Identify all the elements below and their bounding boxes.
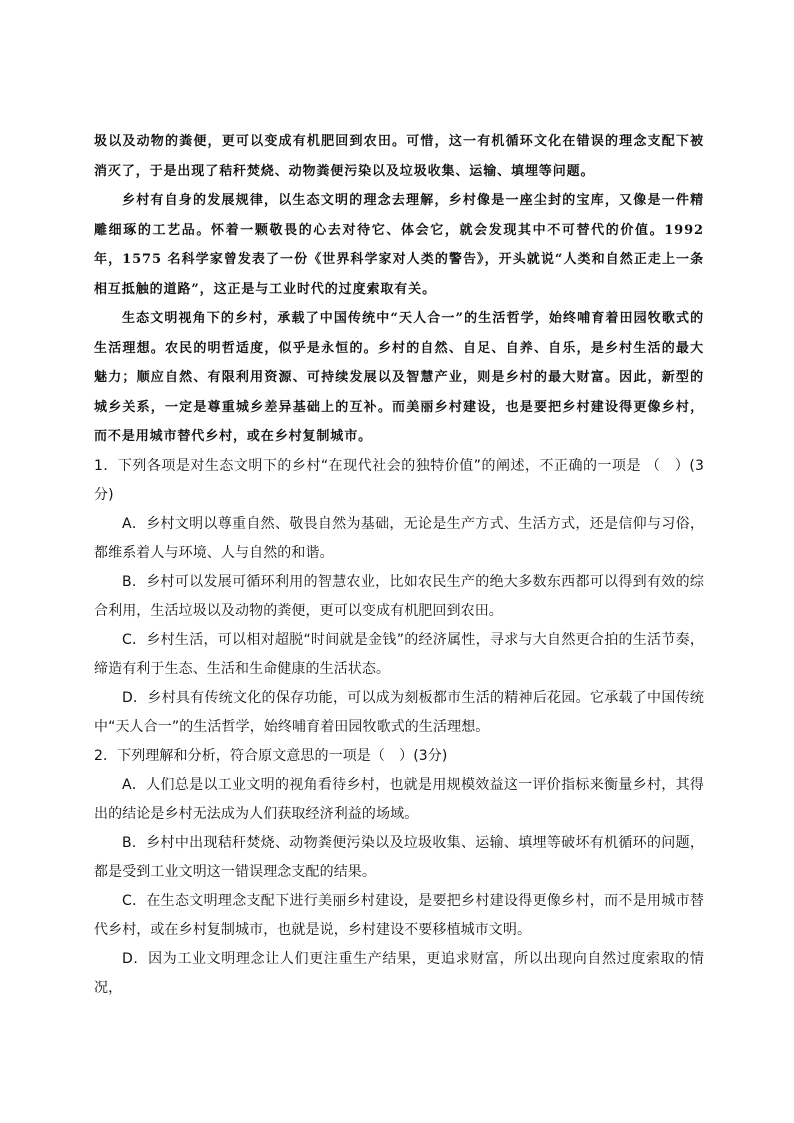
option-b: B．乡村中出现秸秆焚烧、动物粪便污染以及垃圾收集、运输、填埋等破坏有机循环的问题，都是受到工业文明这一错误理念支配的结果。	[94, 834, 704, 880]
option-c: C．乡村生活，可以相对超脱“时间就是金钱”的经济属性，寻求与大自然更合拍的生活节奏，缔造有利于生态、生活和生命健康的生活状态。	[94, 631, 704, 677]
question-2	[94, 742, 704, 1003]
passage-paragraph: 生态文明视角下的乡村，承载了中国传统中“天人合一”的生活哲学，始终哺育着田园牧歌式的生活理想。农民的明哲适度，似乎是永恒的。乡村的自然、自足、自养、自乐，是乡村生活的最大魅力；顺应自然、有限利用资源、可持续发展以及智慧产业，则是乡村的最大财富。因此，新型的城乡关系，一定是尊重城乡差异基础上的互补。而美丽乡村建设，也是要把乡村建设得更像乡村，而不是用城市替代乡村，或在乡村复制城市。	[94, 311, 704, 444]
passage-paragraph: 乡村有自身的发展规律，以生态文明的理念去理解，乡村像是一座尘封的宝库，又像是一件精雕细琢的工艺品。怀着一颗敬畏的心去对待它、体会它，就会发现其中不可替代的价值。1992 年，1575 名科学家曾发表了一份《世界科学家对人类的警告》，开头就说“人类和自然正走上一条相互抵触的道路”，这正是与工业时代的过度索取有关。	[94, 193, 704, 297]
option-c: C．在生态文明理念支配下进行美丽乡村建设，是要把乡村建设得更像乡村，而不是用城市替代乡村，或在乡村复制城市，也就是说，乡村建设不要移植城市文明。	[94, 892, 704, 938]
option-b: B．乡村可以发展可循环利用的智慧农业，比如农民生产的绝大多数东西都可以得到有效的综合利用，生活垃圾以及动物的粪便，更可以变成有机肥回到农田。	[94, 573, 704, 619]
question-1	[94, 452, 704, 742]
question-list	[94, 452, 704, 1003]
option-a: A．乡村文明以尊重自然、敬畏自然为基础，无论是生产方式、生活方式，还是信仰与习俗，都维系着人与环境、人与自然的和谐。	[94, 515, 704, 561]
option-d: D．乡村具有传统文化的保存功能，可以成为刻板都市生活的精神后花园。它承载了中国传统中“天人合一”的生活哲学，始终哺育着田园牧歌式的生活理想。	[94, 689, 704, 735]
page-content	[94, 127, 704, 1003]
question-stem: 2．下列理解和分析，符合原文意思的一项是（ ）(3分)	[94, 747, 448, 764]
option-d: D．因为工业文明理念让人们更注重生产结果，更追求财富，所以出现向自然过度索取的情况，	[94, 950, 704, 996]
passage-paragraph: 圾以及动物的粪便，更可以变成有机肥回到农田。可惜，这一有机循环文化在错误的理念支配下被消灭了，于是出现了秸秆焚烧、动物粪便污染以及垃圾收集、运输、填埋等问题。	[94, 134, 704, 179]
reading-passage	[94, 127, 704, 452]
option-a: A．人们总是以工业文明的视角看待乡村，也就是用规模效益这一评价指标来衡量乡村，其得出的结论是乡村无法成为人们获取经济利益的场域。	[94, 776, 704, 822]
question-stem: 1．下列各项是对生态文明下的乡村“在现代社会的独特价值”的阐述，不正确的一项是 （ ）(3分)	[94, 457, 704, 503]
